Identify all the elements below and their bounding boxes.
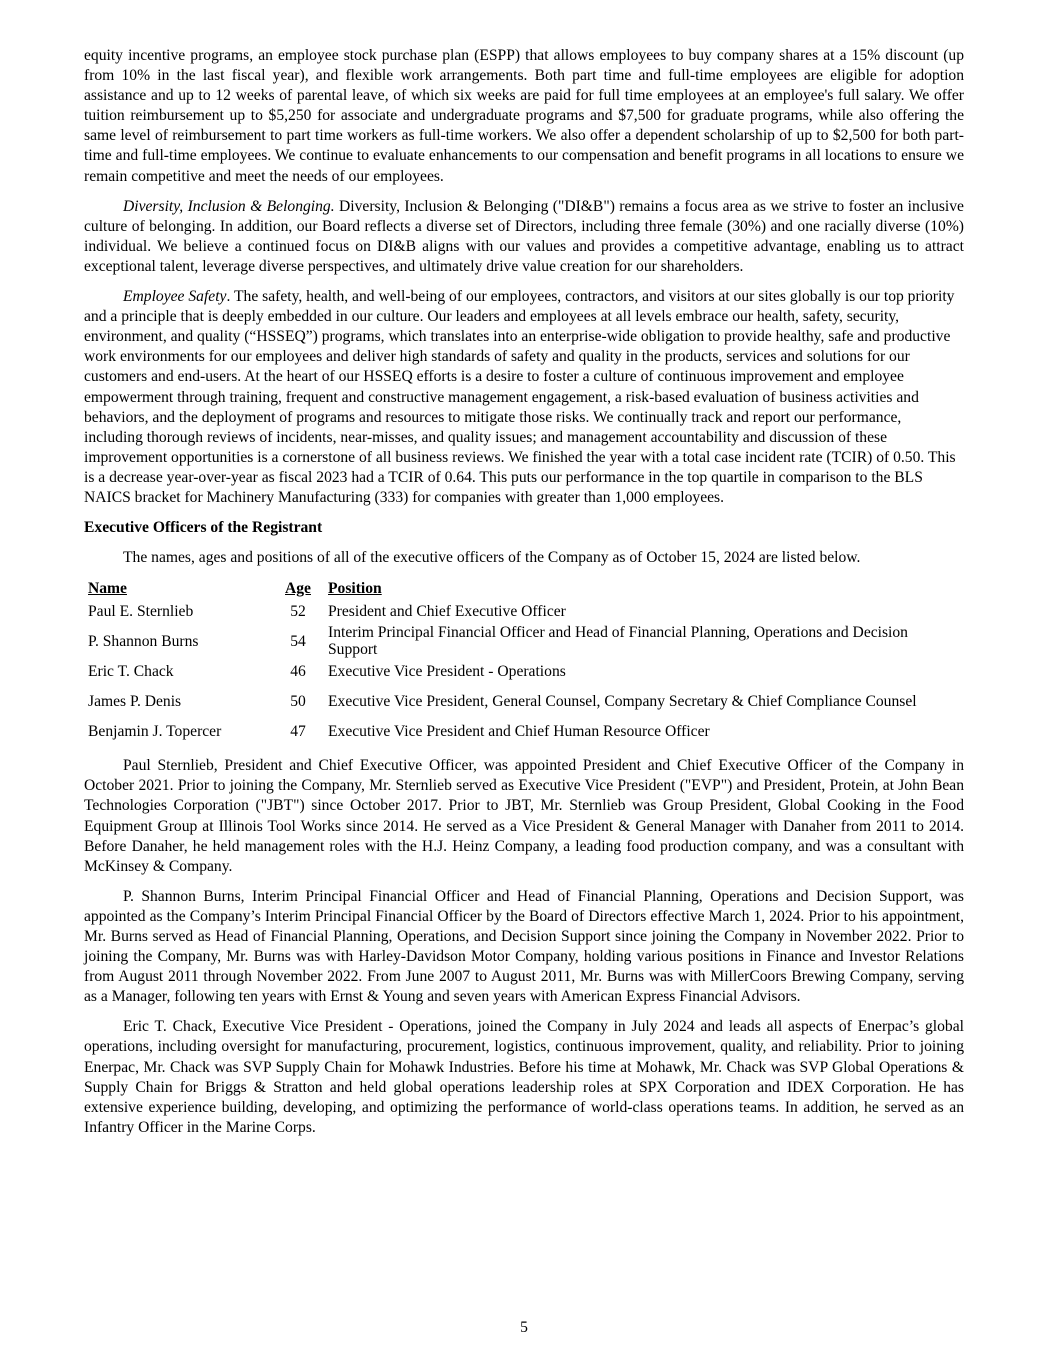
dib-title: Diversity, Inclusion & Belonging. (123, 197, 335, 215)
header-position: Position (328, 580, 382, 598)
chack-bio: Eric T. Chack, Executive Vice President - Operations, joined the Company in July 2024 and leads all aspects of Enerpac’s global operations, including oversight for manufacturing, procurement, logistics, continuous improvement, quality, and reliability. Prior to joining Enerpac, Mr. Chack was SVP Supply Chain for Mohawk Industries. Before his time at Mohawk, Mr. Chack was SVP Global Operations & Supply Chain for Briggs & Stratton and held global operations leadership roles at SPX Corporation and IDEX Corporation. He has extensive experience building, developing, and optimizing the performance of world-class operations teams. In addition, he served as an Infantry Officer in the Marine Corps. (84, 1018, 964, 1136)
safety-paragraph (84, 287, 964, 508)
officer-name: Benjamin J. Topercer (88, 722, 222, 740)
dib-paragraph (84, 197, 964, 277)
officer-age: 52 (290, 602, 306, 620)
table-row (84, 682, 964, 720)
table-row (84, 600, 964, 622)
sternlieb-bio: Paul Sternlieb, President and Chief Executive Officer, was appointed President and Chief Executive Officer of the Company in October 2021. Prior to joining the Company, Mr. Sternlieb served as Executive Vice President ("EVP") and President, Protein, at John Bean Technologies Corporation ("JBT") since October 2017. Prior to JBT, Mr. Sternlieb was Group President, Global Cooking in the Food Equipment Group at Illinois Tool Works since 2014. He served as a Vice President & General Manager with Danaher from 2011 to 2014. Before Danaher, he held management roles with the H.J. Heinz Company, a leading food production company, and was a consultant with McKinsey & Company. (84, 757, 964, 875)
exec-intro: The names, ages and positions of all of the executive officers of the Company as of October 15, 2024 are listed below. (123, 549, 861, 567)
header-age: Age (285, 580, 311, 598)
officer-position: Interim Principal Financial Officer and Head of Financial Planning, Operations and Decision Support (328, 624, 908, 659)
burns-bio: P. Shannon Burns, Interim Principal Financial Officer and Head of Financial Planning, Operations and Decision Support, was appointed as the Company’s Interim Principal Financial Officer by the Board of Directors effective March 1, 2024. Prior to his appointment, Mr. Burns served as Head of Financial Planning, Operations, and Decision Support since joining the Company in November 2022. Prior to joining the Company, Mr. Burns was with Harley-Davidson Motor Company, holding various positions in Finance and Investor Relations from August 2011 through November 2022. From June 2007 to August 2011, Mr. Burns was with MillerCoors Brewing Company, serving as a Manager, following ten years with Ernst & Young and seven years with American Express Financial Advisors. (84, 887, 964, 1006)
officer-name: James P. Denis (88, 692, 182, 710)
safety-body: . The safety, health, and well-being of our employees, contractors, and visitors at our sites globally is our top priority and a principle that is deeply embedded in our culture. Our leaders and employees at all levels embrace our health, safety, security, environment, and quality (“HSSEQ”) programs, which translates into an enterprise-wide obligation to provide healthy, safe and productive work environments for our employees and deliver high standards of safety and quality in the products, services and solutions for our customers and end-users. At the heart of our HSSEQ efforts is a desire to foster a culture of continuous improvement and employee empowerment through training, frequent and constructive management engagement, a risk-based evaluation of business activities and behaviors, and the deployment of programs and resources to mitigate those risks. We continually track and report our performance, including thorough reviews of incidents, near-misses, and quality issues; and management accountability and discussion of these improvement opportunities is a cornerstone of all business reviews. We finished the year with a total case incident rate (TCIR) of 0.50. This is a decrease year-over-year as fiscal 2023 had a TCIR of 0.64. This puts our performance in the top quartile in comparison to the BLS NAICS bracket for Machinery Manufacturing (333) for companies with greater than 1,000 employees. (84, 288, 956, 506)
table-row (84, 622, 964, 660)
officer-position: President and Chief Executive Officer (328, 602, 566, 620)
officer-name: Eric T. Chack (88, 662, 174, 680)
officer-position: Executive Vice President - Operations (328, 662, 566, 680)
exec-officers-heading: Executive Officers of the Registrant (84, 519, 323, 537)
page-content (84, 46, 964, 1148)
dib-body: Diversity, Inclusion & Belonging ("DI&B") remains a focus area as we strive to foster an inclusive culture of belonging. In addition, our Board reflects a diverse set of Directors, including three female (30%) and one racially diverse (10%) individual. We believe a continued focus on DI&B aligns with our values and provides a competitive advantage, enabling us to attract exceptional talent, leverage diverse perspectives, and ultimately drive value creation for our shareholders. (84, 197, 964, 275)
executive-officers-table (84, 580, 964, 742)
officer-position: Executive Vice President and Chief Human Resource Officer (328, 722, 710, 740)
officer-name: Paul E. Sternlieb (88, 602, 194, 620)
header-name: Name (88, 580, 127, 598)
officer-position: Executive Vice President, General Counsel, Company Secretary & Chief Compliance Counsel (328, 692, 917, 710)
benefits-paragraph: equity incentive programs, an employee stock purchase plan (ESPP) that allows employees to buy company shares at a 15% discount (up from 10% in the last fiscal year), and flexible work arrangements. Both part time and full-time employees are eligible for adoption assistance and up to 12 weeks of parental leave, of which six weeks are paid for full time employees at an employee's full salary. We offer tuition reimbursement up to $5,250 for associate and undergraduate programs and $7,500 for graduate programs, while also offering the same level of reimbursement to part time workers as full-time workers. We also offer a dependent scholarship of up to $2,500 for both part-time and full-time employees. We continue to evaluate enhancements to our compensation and benefit programs in all locations to ensure we remain competitive and meet the needs of our employees. (84, 47, 964, 185)
officer-name: P. Shannon Burns (88, 632, 199, 650)
officer-age: 46 (290, 662, 306, 680)
officer-age: 54 (290, 632, 306, 650)
table-row (84, 660, 964, 682)
table-header-row (84, 580, 964, 600)
officer-age: 50 (290, 692, 306, 710)
page-number: 5 (520, 1319, 528, 1336)
table-row (84, 720, 964, 742)
officer-age: 47 (290, 722, 306, 740)
safety-title: Employee Safety (123, 288, 227, 306)
